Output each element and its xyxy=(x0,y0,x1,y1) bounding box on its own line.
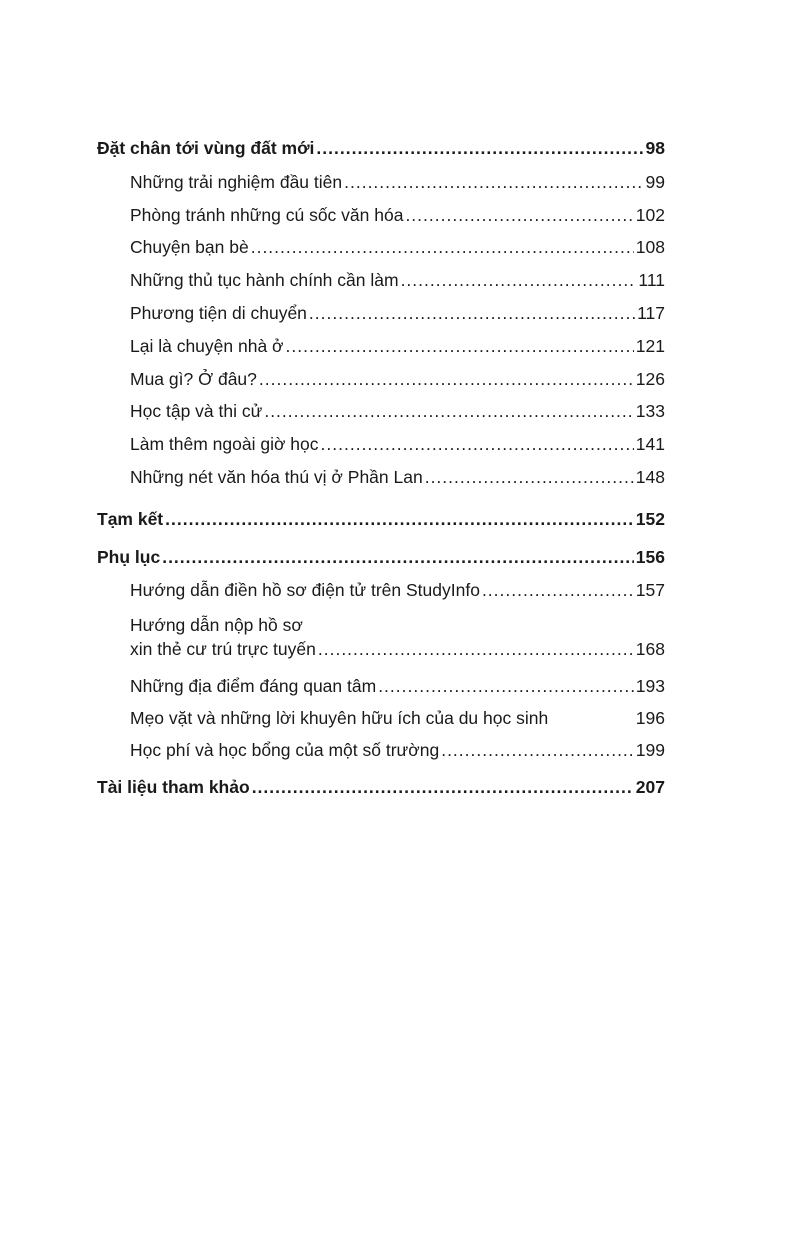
toc-entry xyxy=(130,707,665,729)
toc-page: 111 xyxy=(638,270,665,290)
toc-entry xyxy=(130,204,665,226)
toc-title: Chuyện bạn bè xyxy=(130,237,249,257)
toc-entry xyxy=(130,638,665,660)
leader-dots xyxy=(318,638,634,660)
toc-page: 168 xyxy=(635,639,665,659)
leader-dots xyxy=(405,204,633,226)
toc-entry xyxy=(130,400,665,422)
toc-title: Tạm kết xyxy=(97,509,164,529)
toc-title: Những địa điểm đáng quan tâm xyxy=(130,676,377,696)
toc-page: 98 xyxy=(645,138,665,158)
toc-entry xyxy=(130,335,665,357)
toc-entry xyxy=(130,466,665,488)
toc-entry xyxy=(97,137,665,159)
leader-dots xyxy=(309,302,635,324)
leader-dots xyxy=(286,335,634,357)
toc-title: Phương tiện di chuyển xyxy=(130,303,307,323)
toc-entry xyxy=(130,171,665,193)
leader-dots xyxy=(321,433,634,455)
toc-entry xyxy=(130,579,665,601)
toc-entry xyxy=(130,675,665,697)
toc-entry xyxy=(130,269,665,291)
toc-page: 117 xyxy=(637,303,665,323)
toc-page: 207 xyxy=(635,777,665,797)
leader-dots xyxy=(482,579,634,601)
toc-page: 199 xyxy=(635,740,665,760)
leader-dots xyxy=(259,368,634,390)
toc-title: Phòng tránh những cú sốc văn hóa xyxy=(130,205,404,225)
leader-dots xyxy=(316,137,643,159)
toc-page: 133 xyxy=(635,401,665,421)
leader-dots xyxy=(264,400,633,422)
toc-title: Tài liệu tham khảo xyxy=(97,777,250,797)
toc-title: Học tập và thi cử xyxy=(130,401,263,421)
leader-dots xyxy=(251,236,634,258)
toc-title: Hướng dẫn điền hồ sơ điện tử trên StudyInfo xyxy=(130,580,480,600)
toc-entry xyxy=(130,302,665,324)
toc-page: 102 xyxy=(635,205,665,225)
toc-title: Những thủ tục hành chính cần làm xyxy=(130,270,399,290)
toc-page: 193 xyxy=(635,676,665,696)
toc-entry xyxy=(97,776,665,798)
leader-dots xyxy=(162,546,634,568)
leader-dots xyxy=(401,269,637,291)
leader-dots xyxy=(165,508,634,530)
toc-page: 141 xyxy=(635,434,665,454)
leader-dots xyxy=(252,776,634,798)
toc-entry xyxy=(97,546,665,568)
toc-page: 108 xyxy=(635,237,665,257)
toc-page: 99 xyxy=(645,172,665,192)
toc-title: xin thẻ cư trú trực tuyến xyxy=(130,639,316,659)
leader-dots xyxy=(378,675,634,697)
toc-page: 126 xyxy=(635,369,665,389)
leader-dots xyxy=(425,466,634,488)
toc-title: Đặt chân tới vùng đất mới xyxy=(97,138,315,158)
toc-title: Lại là chuyện nhà ở xyxy=(130,336,284,356)
toc-entry xyxy=(130,236,665,258)
toc-entry xyxy=(97,508,665,530)
toc-title: Học phí và học bổng của một số trường xyxy=(130,740,440,760)
toc-entry xyxy=(130,433,665,455)
toc-page: 196 xyxy=(635,708,665,728)
toc-page: 152 xyxy=(635,509,665,529)
toc-title: Phụ lục xyxy=(97,547,161,567)
toc-page: 148 xyxy=(635,467,665,487)
leader-dots xyxy=(441,739,634,761)
toc-page: 157 xyxy=(635,580,665,600)
toc-title-line1: Hướng dẫn nộp hồ sơ xyxy=(130,615,303,635)
toc-page: 156 xyxy=(635,547,665,567)
toc-title: Những trải nghiệm đầu tiên xyxy=(130,172,343,192)
toc-title: Làm thêm ngoài giờ học xyxy=(130,434,319,454)
toc-entry xyxy=(130,739,665,761)
toc-page: 121 xyxy=(635,336,665,356)
toc-entry xyxy=(130,368,665,390)
toc-title: Những nét văn hóa thú vị ở Phần Lan xyxy=(130,467,423,487)
leader-dots xyxy=(344,171,643,193)
toc-title: Mua gì? Ở đâu? xyxy=(130,369,257,389)
toc-title: Mẹo vặt và những lời khuyên hữu ích của du học sinh xyxy=(130,708,549,728)
